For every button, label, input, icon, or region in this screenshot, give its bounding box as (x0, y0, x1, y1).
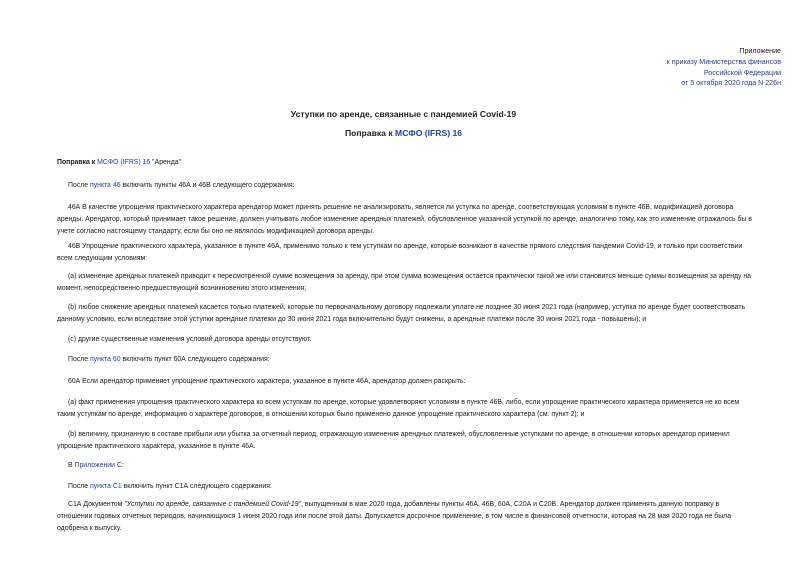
appendix-c-link[interactable]: Приложении С (74, 462, 122, 469)
disclosure-a-line-2: таким уступкам по аренде, информацию о характере договоров, в отношении которых было применено данное упрощение практического характера (см. пункт 2); и (57, 411, 585, 418)
instruction-suffix: включить пункт С1А следующего содержания: (121, 483, 272, 490)
subtitle-ifrs16-link[interactable]: МСФО (IFRS) 16 (395, 128, 463, 138)
disclosure-b-line-1: (b) величину, признанную в составе прибыли или убытка за отчетный период, отражающую изменения арендных платежей, обусловленные уступками по аренде, в отношении которых арендатор применил (68, 431, 730, 438)
amendment-ifrs16-link[interactable]: МСФО (IFRS) 16 (97, 159, 151, 166)
instruction-para-60 (68, 354, 270, 366)
para-c1a-line-1 (68, 499, 719, 511)
header-line-3[interactable]: Российской Федерации (703, 68, 781, 77)
para-46b-line-1: 46В Упрощение практического характера, указанное в пункте 46А, применимо только к тем уступкам по аренде, которые возникают в качестве прямого следствия пандемии Covid-19, и только при соответствии (68, 243, 743, 250)
paragraph-c1-link[interactable]: пункта С1 (90, 483, 122, 490)
para-46b-line-2: всем следующим условиям: (57, 255, 148, 262)
amendment-heading (57, 157, 181, 169)
document-subtitle (0, 128, 807, 138)
amendment-suffix: "Аренда" (150, 159, 181, 166)
disclosure-a-line-1: (a) факт применения упрощения практического характера ко всем уступкам по аренде, которые удовлетворяют условиям в пункте 46В, либо, если упрощение практического характера применяется не ко всем (68, 399, 740, 406)
paragraph-46-link[interactable]: пункта 46 (90, 182, 121, 189)
instruction-prefix: После (68, 483, 90, 490)
c1a-text-end: , выпущенным в мае 2020 года, добавлены пункты 46А, 46В, 60А, С20А и С20В. Арендатор должен применять данную поправку в (301, 501, 720, 508)
instruction-prefix: После (68, 356, 90, 363)
condition-a-line-1: (a) изменение арендных платежей приводит к пересмотренной сумме возмещения за аренду, при этом сумма возмещения остается практически такой же или становится меньше суммы возмещения за аренду на (68, 273, 752, 280)
subtitle-prefix: Поправка к (344, 128, 396, 138)
instruction-prefix: После (68, 182, 90, 189)
instruction-para-c1 (68, 481, 272, 493)
header-order-link[interactable]: к приказу Министерства финансов (666, 57, 781, 66)
para-46a-line-3: учете согласно настоящему стандарту, если бы оно не являлось модификацией договора аренды. (57, 228, 374, 235)
appendix-header (667, 46, 781, 89)
disclosure-b-line-2: упрощение практического характера, указанное в пункте 46А. (57, 443, 256, 450)
condition-b-line-1: (b) любое снижение арендных платежей касается только платежей, которые по первоначальному договору подлежали уплате не позднее 30 июня 2021 года (например, уступка по аренде будет соответствовать (68, 304, 746, 311)
appendix-c-suffix: : (121, 462, 124, 469)
para-46a-line-2: аренды. Арендатор, который принимает такое решение, должен учитывать любое изменение арендных платежей, обусловленное указанной уступкой по аренде, аналогично тому, как это изменение отражалось бы в (57, 216, 752, 223)
instruction-suffix: включить пункт 60А следующего содержания: (120, 356, 270, 363)
document-title: Уступки по аренде, связанные с пандемией Covid-19 (290, 109, 517, 119)
paragraph-60-link[interactable]: пункта 60 (90, 356, 121, 363)
condition-b-line-2: данному условию, если вследствие этой уступки арендные платежи до 30 июня 2021 года включительно будут снижены, а арендные платежи после 30 июня 2021 года - повышены); и (57, 316, 647, 323)
para-c1a-line-2: отношении годовых отчетных периодов, начинающихся 1 июня 2020 года или после этой даты. Допускается досрочное применение, в том числе в финансовой отчетности, которая на 28 мая 2020 года не была (57, 513, 732, 520)
para-60a: 60А Если арендатор применяет упрощение практического характера, указанное в пункте 46А, арендатор должен раскрыть: (68, 378, 466, 385)
appendix-c-prefix: В (68, 462, 75, 469)
instruction-suffix: включить пункты 46А и 46В следующего содержания: (120, 182, 295, 189)
header-line-1: Приложение (739, 47, 781, 55)
c1a-text-start: С1А Документом (68, 501, 125, 508)
c1a-document-title: "Уступки по аренде, связанные с пандемией Covid-19" (124, 501, 301, 508)
appendix-c-heading (68, 460, 124, 472)
para-c1a-line-3: одобрена к выпуску. (57, 525, 122, 532)
condition-a-line-2: момент, непосредственно предшествующий возникновению этого изменения; (57, 285, 307, 292)
amendment-prefix: Поправка к (57, 159, 98, 166)
condition-c: (c) другие существенные изменения условий договора аренды отсутствуют. (68, 336, 312, 343)
instruction-para-46 (68, 180, 295, 192)
para-46a-line-1: 46А В качестве упрощения практического характера арендатор может принять решение не анализировать, является ли уступка по аренде, соответствующая условиям в пункте 46В, модификацией договора (68, 204, 734, 211)
header-line-4[interactable]: от 5 октября 2020 года N 226н (681, 79, 781, 88)
